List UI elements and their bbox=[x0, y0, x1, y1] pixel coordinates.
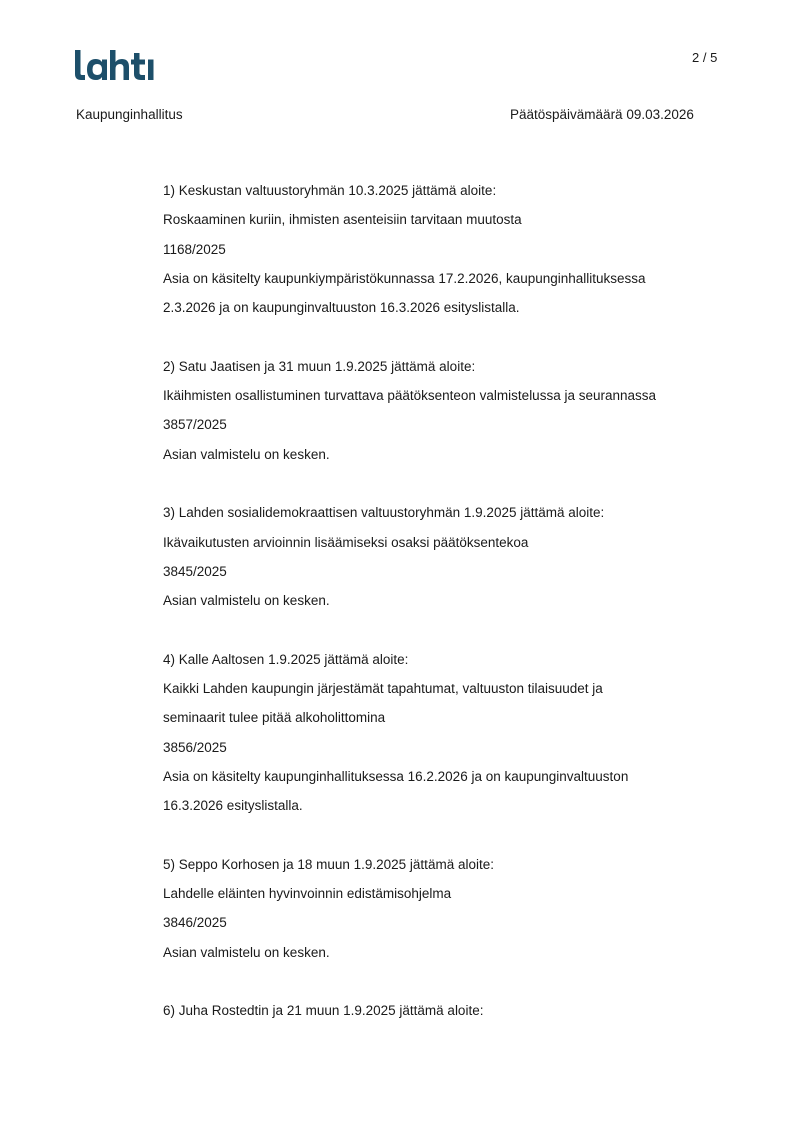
item-subject: Kaikki Lahden kaupungin järjestämät tapahtumat, valtuuston tilaisuudet ja bbox=[163, 681, 603, 697]
page-number: 2 / 5 bbox=[692, 50, 718, 65]
list-item bbox=[163, 650, 723, 826]
list-item bbox=[163, 181, 723, 327]
item-subject: Lahdelle eläinten hyvinvoinnin edistämisohjelma bbox=[163, 886, 452, 902]
item-title: 6) Juha Rostedtin ja 21 muun 1.9.2025 jättämä aloite: bbox=[163, 1003, 484, 1019]
item-subject: Ikäihmisten osallistuminen turvattava päätöksenteon valmistelussa ja seurannassa bbox=[163, 388, 657, 404]
item-title: 2) Satu Jaatisen ja 31 muun 1.9.2025 jättämä aloite: bbox=[163, 358, 476, 374]
item-subject: Ikävaikutusten arvioinnin lisäämiseksi osaksi päätöksentekoa bbox=[163, 534, 529, 550]
list-item bbox=[163, 855, 723, 972]
list-item bbox=[163, 1001, 723, 1030]
item-case-number: 3857/2025 bbox=[163, 417, 227, 433]
item-status: Asia on käsitelty kaupunginhallituksessa 16.2.2026 ja on kaupunginvaltuuston bbox=[163, 768, 629, 784]
item-status: Asian valmistelu on kesken. bbox=[163, 593, 330, 609]
list-item bbox=[163, 503, 723, 620]
item-case-number: 3856/2025 bbox=[163, 739, 227, 755]
item-status-continued: 16.3.2026 esityslistalla. bbox=[163, 798, 303, 814]
lahti-logo bbox=[75, 48, 167, 80]
organization-name: Kaupunginhallitus bbox=[76, 107, 183, 122]
item-title: 1) Keskustan valtuustoryhmän 10.3.2025 jättämä aloite: bbox=[163, 183, 497, 198]
list-item bbox=[163, 357, 723, 474]
item-subject: Roskaaminen kuriin, ihmisten asenteisiin tarvitaan muutosta bbox=[163, 212, 522, 228]
initiative-list bbox=[163, 181, 723, 1031]
item-status-continued: 2.3.2026 ja on kaupunginvaltuuston 16.3.2026 esityslistalla. bbox=[163, 300, 520, 316]
item-status: Asian valmistelu on kesken. bbox=[163, 446, 330, 462]
item-case-number: 3846/2025 bbox=[163, 915, 227, 931]
item-status: Asian valmistelu on kesken. bbox=[163, 944, 330, 960]
decision-date: Päätöspäivämäärä 09.03.2026 bbox=[510, 107, 694, 122]
item-title: 4) Kalle Aaltosen 1.9.2025 jättämä aloite: bbox=[163, 651, 409, 667]
item-subject-continued: seminaarit tulee pitää alkoholittomina bbox=[163, 710, 386, 726]
item-case-number: 1168/2025 bbox=[163, 241, 226, 257]
item-case-number: 3845/2025 bbox=[163, 563, 227, 579]
item-title: 5) Seppo Korhosen ja 18 muun 1.9.2025 jättämä aloite: bbox=[163, 856, 494, 872]
item-title: 3) Lahden sosialidemokraattisen valtuustoryhmän 1.9.2025 jättämä aloite: bbox=[163, 505, 605, 521]
item-status: Asia on käsitelty kaupunkiympäristökunnassa 17.2.2026, kaupunginhallituksessa bbox=[163, 270, 646, 286]
